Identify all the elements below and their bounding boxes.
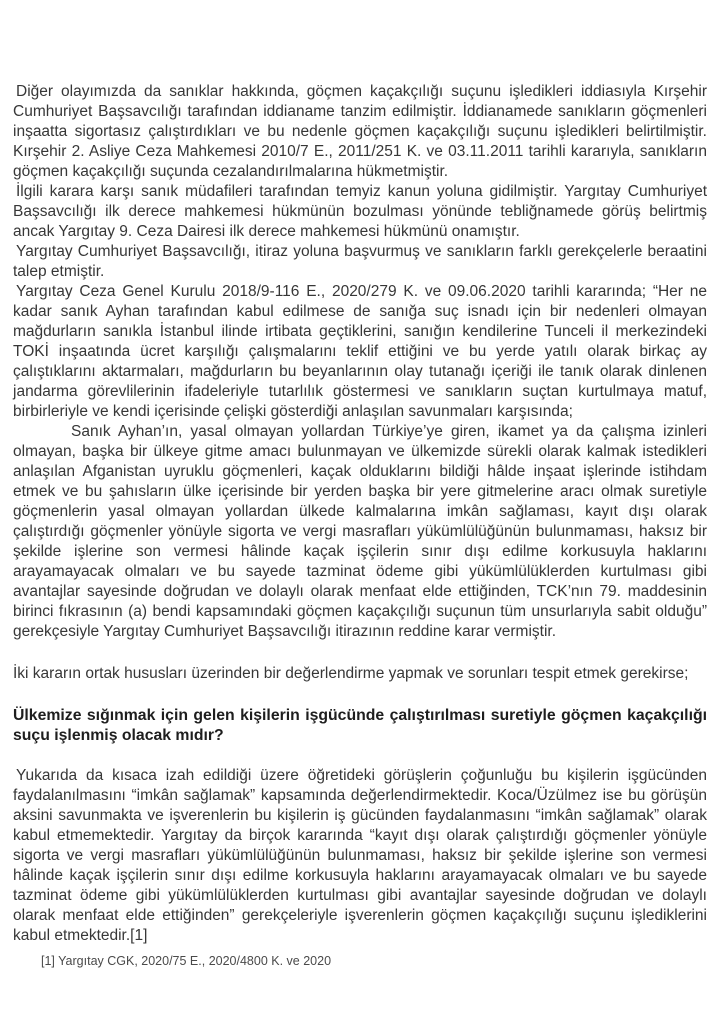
footnote-citation: [1] Yargıtay CGK, 2020/75 E., 2020/4800 K. ve 2020	[41, 954, 332, 968]
paragraph-prosecutor-objection: Yargıtay Cumhuriyet Başsavcılığı, itiraz yoluna başvurmuş ve sanıkların farklı gerekçelerle beraatini talep etmiştir.	[13, 243, 707, 280]
paragraph-indictment-case: Diğer olayımızda da sanıklar hakkında, göçmen kaçakçılığı suçunu işledikleri iddiasıyla Kırşehir Cumhuriyet Başsavcılığı tarafından iddianame tanzim edilmiştir. İddianamede sanıkların göçmenleri inşaatta sigortasız çalıştırdıkları ve bu nedenle göçmen kaçakçılığı suçunu işledikleri belirtilmiştir. Kırşehir 2. Asliye Ceza Mahkemesi 2010/7 E., 2011/251 K. ve 03.11.2011 tarihli kararıyla, sanıkların göçmen kaçakçılığı suçunda cezalandırılmalarına hükmetmiştir.	[13, 83, 707, 180]
paragraph-transition: İki kararın ortak hususları üzerinden bir değerlendirme yapmak ve sorunları tespit etmek gerekirse;	[13, 665, 689, 682]
paragraph-cgk-decision: Yargıtay Ceza Genel Kurulu 2018/9-116 E., 2020/279 K. ve 09.06.2020 tarihli kararında; “Her ne kadar sanık Ayhan tarafından kabul edilmese de sanığa suç isnadı için bir nedenleri olmayan mağdurların sanıkla İstanbul ilinde irtibata geçtiklerini, sanığın kendilerine Tunceli il merkezindeki TOKİ inşaatında ücret karşılığı çalışmalarını teklif ettiğini ve bu yerde yatılı olarak birkaç ay çalıştıklarını aktarmaları, mağdurların bu beyanlarının olay tutanağı içeriği ile tanık olarak dinlenen jandarma görevlilerinin ifadeleriyle tutarlılık göstermesi ve sanıkların suçtan kurtulmaya matuf, birbirleriyle ve kendi içerisinde çelişki gösterdiği anlaşılan savunmaları karşısında;	[13, 283, 707, 420]
section-heading-question: Ülkemize sığınmak için gelen kişilerin işgücünde çalıştırılması suretiyle göçmen kaçakçılığı suçu işlenmiş olacak mıdır?	[13, 707, 707, 744]
paragraph-doctrine-discussion: Yukarıda da kısaca izah edildiği üzere öğretideki görüşlerin çoğunluğu bu kişilerin işgücünden faydalanılmasını “imkân sağlamak” kapsamında değerlendirmektedir. Koca/Üzülmez ise bu görüşün aksini savunmakta ve işverenlerin bu kişilerin iş gücünden faydalanmasını “imkân sağlamak” olarak kabul etmemektedir. Yargıtay da birçok kararında “kayıt dışı olarak çalıştırdığı göçmenler yönüyle sigorta ve vergi masrafları yükümlülüğünün bulunmaması, haksız bir şekilde işlerine son vermesi hâlinde kaçak işçilerin sınır dışı edilme korkusuyla haklarını arayamayacak olmaları ve bu sayede tazminat ödeme gibi yükümlülüklerden kurtulması gibi avantajlar sayesinde doğrudan ve dolaylı olarak menfaat elde ettiğinden” gerekçeleriyle işverenlerin göçmen kaçakçılığı suçunu işlediklerini kabul etmektedir.[1]	[13, 767, 707, 944]
paragraph-appeal-process: İlgili karara karşı sanık müdafileri tarafından temyiz kanun yoluna gidilmiştir. Yargıtay Cumhuriyet Başsavcılığı ilk derece mahkemesi hükmünün bozulması yönünde tebliğnamede görüş belirtmiş ancak Yargıtay 9. Ceza Dairesi ilk derece mahkemesi hükmünü onamıştır.	[13, 183, 707, 240]
paragraph-cgk-reasoning: Sanık Ayhan’ın, yasal olmayan yollardan Türkiye’ye giren, ikamet ya da çalışma izinleri olmayan, başka bir ülkeye gitme amacı bulunmayan ve ülkemizde sürekli olarak kalmak istedikleri anlaşılan Afganistan uyruklu göçmenleri, kaçak olduklarını bildiği hâlde inşaat işlerinde istihdam etmek ve bu şahısların ülke içerisinde bir yerden başka bir yere gitmelerine aracı olmak suretiyle göçmenlerin yasal olmayan yollardan ülkede kalmalarına imkân sağlaması, kayıt dışı olarak çalıştırdığı göçmenler yönüyle sigorta ve vergi masrafları yükümlülüğünün bulunmaması, haksız bir şekilde işlerine son vermesi hâlinde kaçak işçilerin sınır dışı edilme korkusuyla haklarını arayamayacak olmaları ve bu sayede tazminat ödeme gibi yükümlülüklerden kurtulması gibi avantajlar sayesinde doğrudan ve dolaylı olarak menfaat elde ettiğinden, TCK’nın 79. maddesinin birinci fıkrasının (a) bendi kapsamındaki göçmen kaçakçılığı suçunun tüm unsurlarıyla sabit olduğu” gerekçesiyle Yargıtay Cumhuriyet Başsavcılığı itirazının reddine karar vermiştir.	[13, 423, 707, 640]
